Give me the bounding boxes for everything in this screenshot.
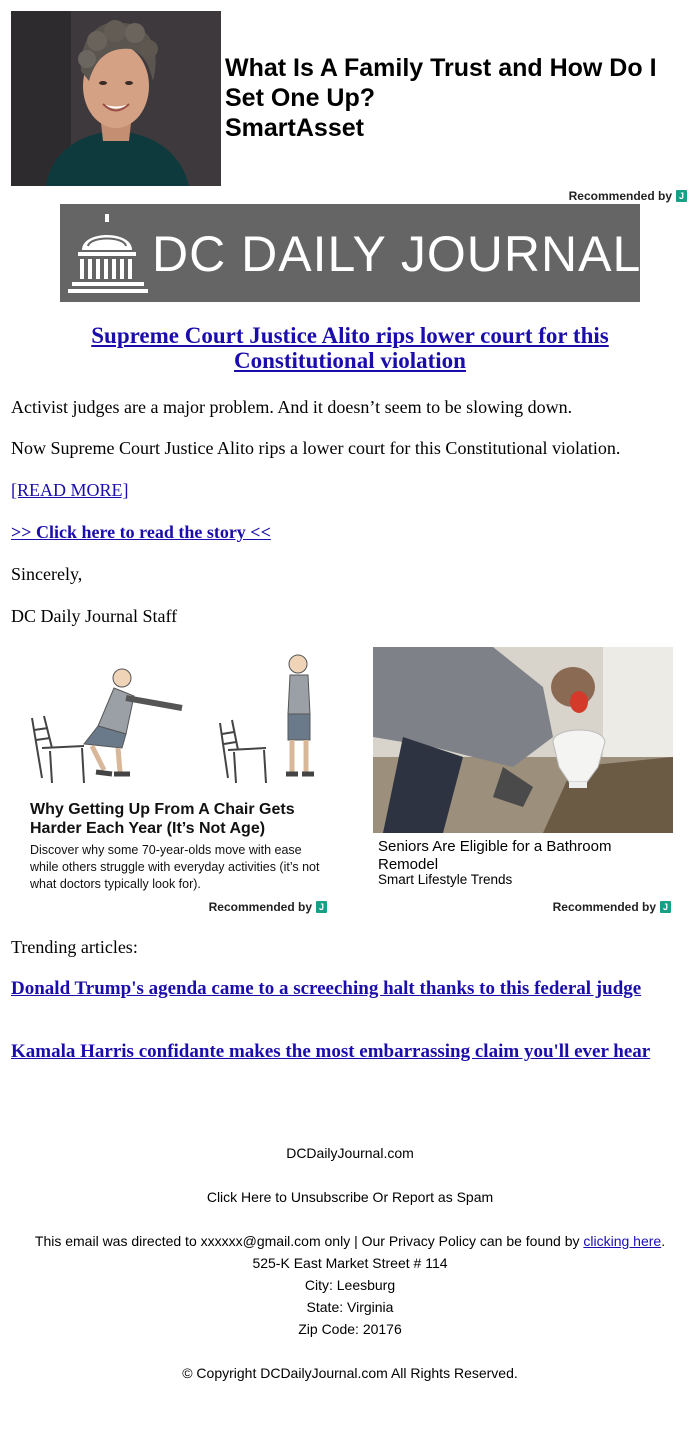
footer-zip: Zip Code: 20176 — [298, 1321, 402, 1337]
ad-woman-photo[interactable] — [11, 11, 221, 186]
recommended-by-label[interactable] — [569, 189, 687, 203]
recommended-by-label[interactable] — [209, 900, 327, 914]
read-more-link[interactable]: [READ MORE] — [11, 480, 129, 500]
recommender-logo-icon: J — [660, 901, 671, 913]
bathroom-ad-source[interactable]: Smart Lifestyle Trends — [378, 872, 513, 887]
chair-exercise-illustration[interactable] — [22, 648, 332, 793]
sincerely-text: Sincerely, — [11, 564, 83, 584]
footer-city: City: Leesburg — [304, 1277, 396, 1293]
chair-exercise-ad[interactable] — [22, 648, 332, 918]
top-ad-headline[interactable]: What Is A Family Trust and How Do I Set One Up? — [225, 54, 657, 112]
article-paragraph-2: Now Supreme Court Justice Alito rips a lower court for this Constitutional violation. — [11, 438, 621, 458]
unsubscribe-link[interactable]: Click Here to Unsubscribe Or Report as Spam — [206, 1189, 494, 1205]
trending-link-2[interactable]: Kamala Harris confidante makes the most embarrassing claim you'll ever hear — [11, 1041, 651, 1062]
footer-street: 525-K East Market Street # 114 — [252, 1255, 448, 1271]
capitol-dome-icon — [68, 212, 148, 298]
recommender-logo-icon: J — [316, 901, 327, 913]
top-sponsored-ad[interactable] — [11, 11, 691, 186]
recommended-text: Recommended by — [552, 900, 656, 914]
email-notice-end: . — [661, 1233, 666, 1249]
recommender-logo-icon: J — [676, 190, 687, 202]
bathroom-ad-title[interactable]: Seniors Are Eligible for a Bathroom Remodel — [378, 838, 612, 873]
recommended-text: Recommended by — [208, 900, 312, 914]
site-logo-banner[interactable] — [60, 204, 640, 302]
trending-link-1[interactable]: Donald Trump's agenda came to a screeching halt thanks to this federal judge — [11, 978, 642, 999]
email-notice-text: This email was directed to xxxxxx@gmail.com only | Our Privacy Policy can be found by — [34, 1233, 584, 1249]
trending-label: Trending articles: — [11, 937, 138, 957]
article-paragraph-1: Activist judges are a major problem. And it doesn’t seem to be slowing down. — [11, 397, 573, 417]
logo-text: DC DAILY JOURNAL — [152, 226, 642, 282]
bathroom-photo[interactable] — [373, 647, 673, 833]
privacy-policy-link[interactable]: clicking here — [583, 1233, 662, 1249]
chair-ad-title[interactable]: Why Getting Up From A Chair Gets Harder Each Year (It’s Not Age) — [30, 801, 295, 837]
recommended-text: Recommended by — [568, 189, 672, 203]
footer-site-name: DCDailyJournal.com — [286, 1145, 414, 1161]
article-headline-link[interactable]: Supreme Court Justice Alito rips lower court for this Constitutional violation — [91, 323, 609, 373]
click-here-story-link[interactable]: >> Click here to read the story << — [11, 522, 271, 542]
footer-copyright: © Copyright DCDailyJournal.com All Rights Reserved. — [182, 1365, 518, 1381]
signoff-text: DC Daily Journal Staff — [11, 606, 178, 626]
footer-state: State: Virginia — [306, 1299, 394, 1315]
bathroom-remodel-ad[interactable] — [373, 647, 673, 919]
chair-ad-description[interactable]: Discover why some 70-year-olds move with ease while others struggle with everyday activities (it’s not what doctors typically look for). — [30, 843, 320, 891]
footer-email-notice — [0, 1230, 700, 1252]
top-ad-advertiser[interactable]: SmartAsset — [225, 114, 364, 142]
top-ad-text[interactable] — [225, 53, 695, 143]
recommended-by-label[interactable] — [553, 900, 671, 914]
